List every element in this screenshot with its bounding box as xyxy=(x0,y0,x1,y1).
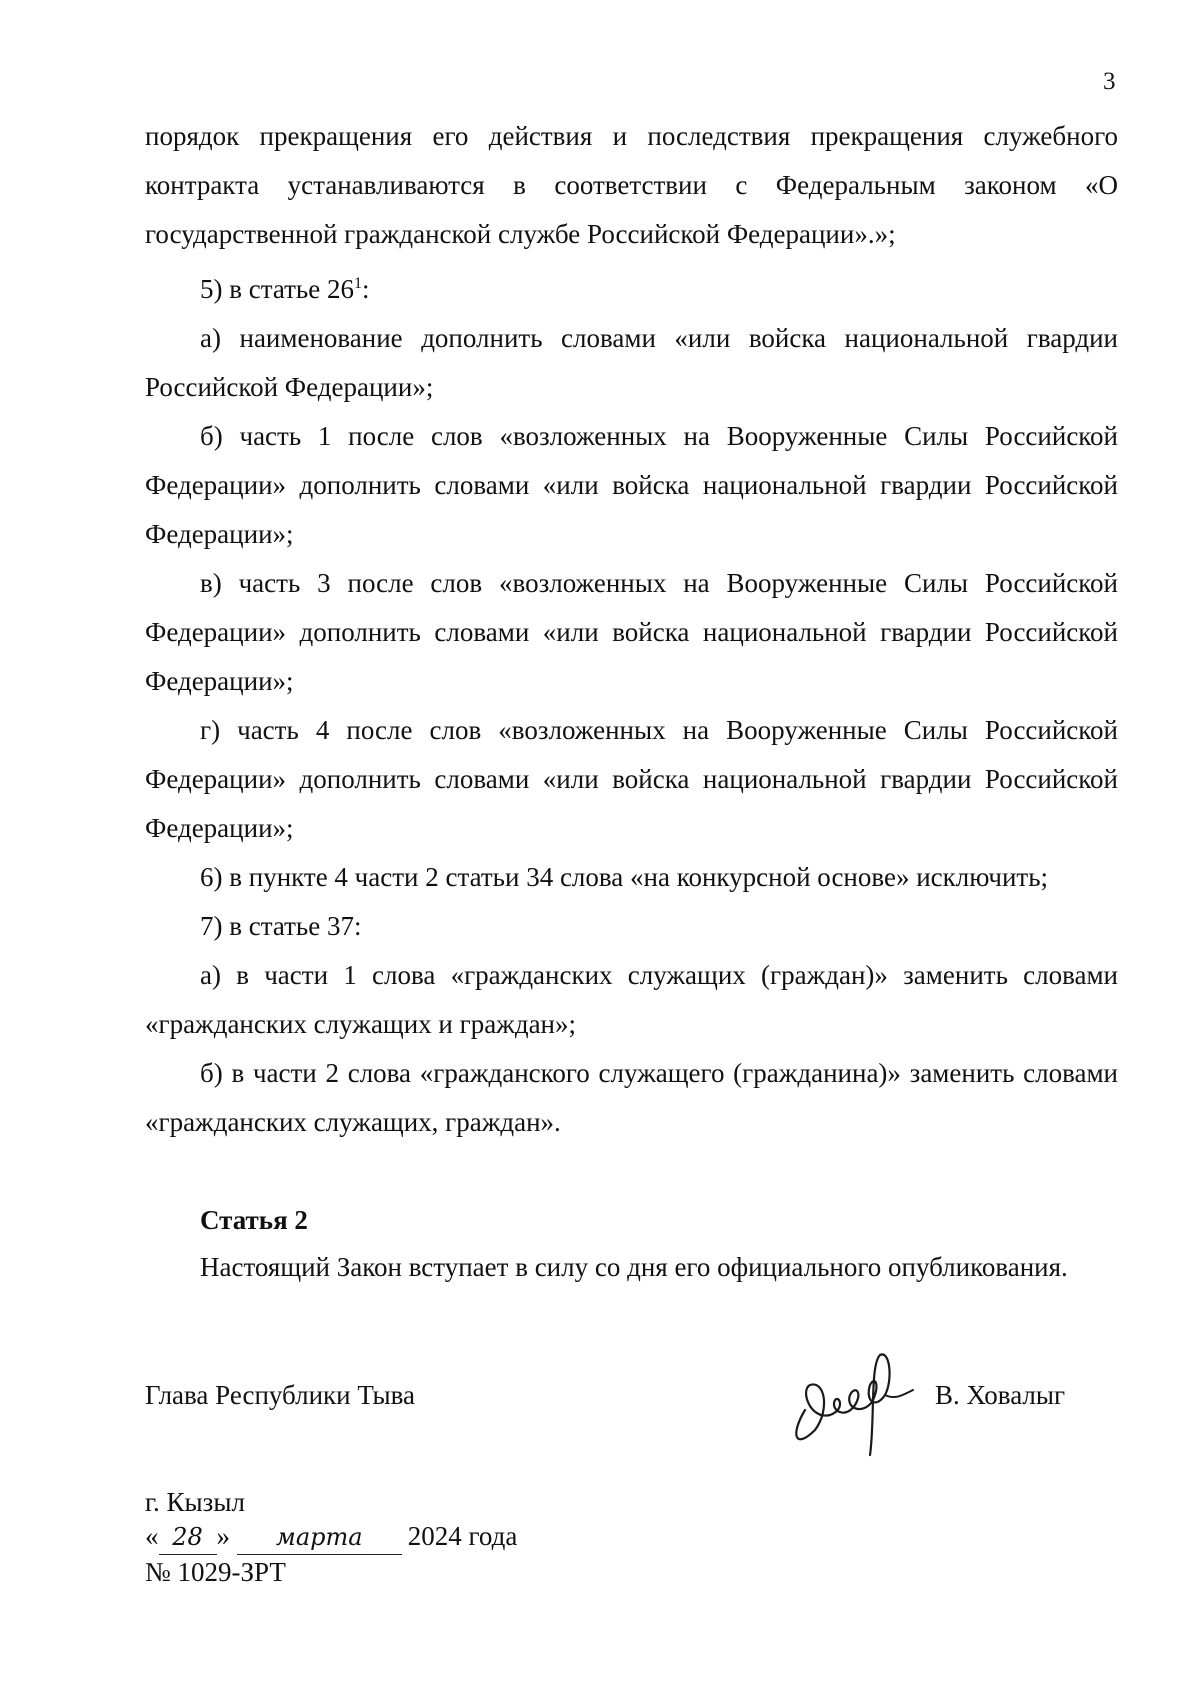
paragraph: б) часть 1 после слов «возложенных на Вооруженные Силы Российской Федерации» дополнить словами «или войска национальной гвардии Российской Федерации»; xyxy=(145,421,1118,549)
paragraph: 5) в статье $26^1$: xyxy=(200,274,370,304)
law-number: № 1029-ЗРТ xyxy=(145,1557,286,1587)
year: 2024 года xyxy=(407,1521,518,1551)
paragraph: 6) в пункте 4 части 2 статьи 34 слова «на конкурсной основе» исключить; xyxy=(200,862,1049,892)
handwritten-signature xyxy=(785,1340,935,1460)
month-handwritten: марта xyxy=(237,1520,402,1555)
superscript: 1 xyxy=(353,275,362,292)
day-handwritten: 28 xyxy=(159,1520,217,1555)
paragraph: в) часть 3 после слов «возложенных на Вооруженные Силы Российской Федерации» дополнить словами «или войска национальной гвардии Российской Федерации»; xyxy=(145,568,1118,696)
signatory-name: В. Ховалыг xyxy=(935,1380,1066,1410)
city: г. Кызыл xyxy=(145,1487,245,1517)
place-date-block xyxy=(145,1485,517,1589)
paragraph: б) в части 2 слова «гражданского служащего (гражданина)» заменить словами «гражданских служащих, граждан». xyxy=(145,1058,1118,1137)
article-text: Настоящий Закон вступает в силу со дня его официального опубликования. xyxy=(200,1252,1068,1282)
paragraph: г) часть 4 после слов «возложенных на Вооруженные Силы Российской Федерации» дополнить словами «или войска национальной гвардии Российской Федерации»; xyxy=(145,715,1118,843)
signatory-position: Глава Республики Тыва xyxy=(145,1380,416,1410)
page-number: 3 xyxy=(1103,68,1116,95)
date-line: « 28 » марта 2024 года xyxy=(145,1519,517,1555)
paragraph: а) наименование дополнить словами «или войска национальной гвардии Российской Федерации»; xyxy=(145,323,1118,402)
paragraph: а) в части 1 слова «гражданских служащих (граждан)» заменить словами «гражданских служащих и граждан»; xyxy=(145,960,1118,1039)
article-title: Статья 2 xyxy=(200,1205,308,1235)
paragraph: 7) в статье 37: xyxy=(200,911,362,941)
paragraph: порядок прекращения его действия и последствия прекращения служебного контракта устанавливаются в соответствии с Федеральным законом «О государственной гражданской службе Российской Федерации».»; xyxy=(145,121,1118,249)
law-body xyxy=(145,112,1118,1147)
